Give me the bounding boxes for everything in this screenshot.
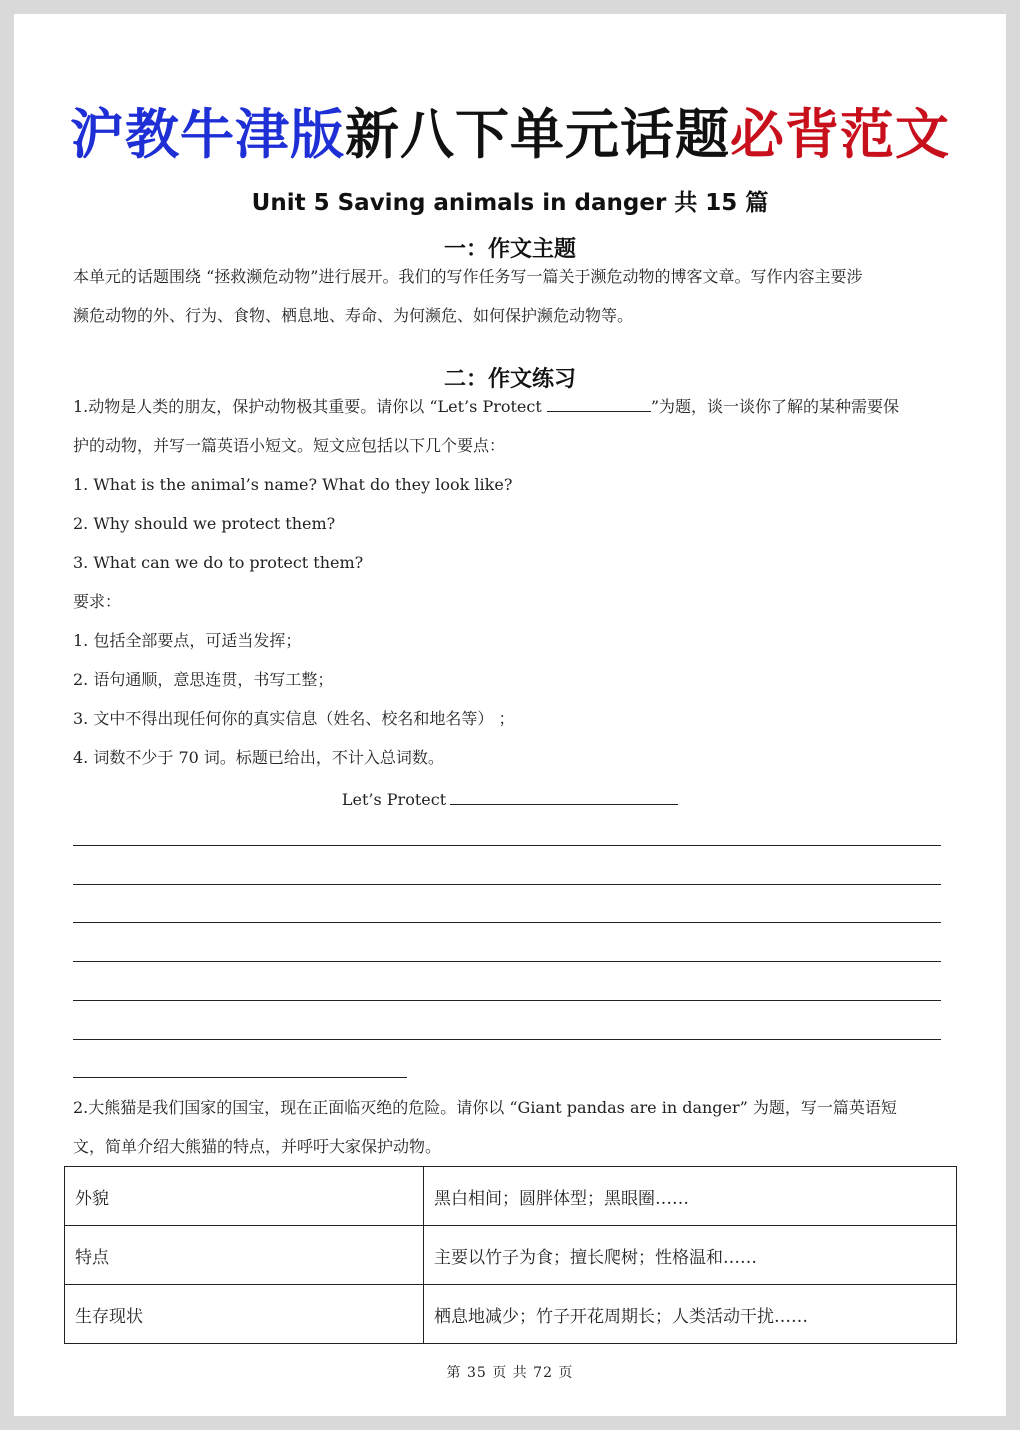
writing-line[interactable]	[73, 961, 941, 962]
section1-text-line2: 濒危动物的外、行为、食物、栖息地、寿命、为何濒危、如何保护濒危动物等。	[73, 306, 634, 325]
task1-point-3: 3. What can we do to protect them?	[73, 553, 364, 572]
title-part-red: 必背范文	[730, 103, 950, 166]
writing-line[interactable]	[73, 922, 941, 923]
table-key: 生存现状	[65, 1285, 424, 1344]
requirement-1: 1. 包括全部要点，可适当发挥；	[73, 631, 302, 650]
section1-text-line1: 本单元的话题围绕 “拯救濒危动物”进行展开。我们的写作任务写一篇关于濒危动物的博客文章。写作内容主要涉	[73, 267, 863, 286]
task1-intro-a: 1.动物是人类的朋友，保护动物极其重要。请你以 “Let’s Protect	[73, 397, 542, 416]
table-value: 栖息地减少；竹子开花周期长；人类活动干扰……	[424, 1285, 957, 1344]
essay-heading-prompt	[14, 789, 1006, 809]
table-row	[65, 1285, 957, 1344]
table-row	[65, 1167, 957, 1226]
table-value: 黑白相间；圆胖体型；黑眼圈……	[424, 1167, 957, 1226]
subtitle: Unit 5 Saving animals in danger 共 15 篇	[251, 190, 769, 216]
task1-point-1: 1. What is the animal’s name? What do they look like?	[73, 475, 513, 494]
writing-line[interactable]	[73, 1000, 941, 1001]
essay-heading-blank[interactable]	[450, 789, 678, 805]
table-row	[65, 1226, 957, 1285]
table-key: 外貌	[65, 1167, 424, 1226]
panda-info-table	[64, 1166, 957, 1344]
document-page	[14, 14, 1006, 1416]
writing-line[interactable]	[73, 1039, 941, 1040]
requirement-2: 2. 语句通顺，意思连贯，书写工整；	[73, 670, 334, 689]
task2-line1: 2.大熊猫是我们国家的国宝，现在正面临灭绝的危险。请你以 “Giant pandas are in danger” 为题，写一篇英语短	[73, 1098, 897, 1117]
requirements-label: 要求：	[73, 592, 122, 611]
task1-intro-b: ”为题，谈一谈你了解的某种需要保	[650, 397, 900, 416]
essay-heading-text: Let’s Protect	[341, 790, 447, 809]
task1-intro-line1	[73, 396, 958, 418]
table-key: 特点	[65, 1226, 424, 1285]
writing-line-short[interactable]	[73, 1077, 407, 1078]
requirement-3: 3. 文中不得出现任何你的真实信息（姓名、校名和地名等） ；	[73, 709, 515, 728]
section1-heading: 一：作文主题	[443, 237, 576, 262]
task2-line2: 文，简单介绍大熊猫的特点，并呼吁大家保护动物。	[73, 1137, 442, 1156]
title-part-black: 新八下单元话题	[345, 103, 730, 166]
page-number-footer: 第 35 页 共 72 页	[446, 1365, 574, 1381]
page-title	[14, 102, 1006, 168]
requirement-4: 4. 词数不少于 70 词。标题已给出，不计入总词数。	[73, 748, 444, 767]
task1-intro-line2: 护的动物，并写一篇英语小短文。短文应包括以下几个要点：	[73, 436, 506, 455]
writing-line[interactable]	[73, 845, 941, 846]
section2-heading: 二：作文练习	[443, 367, 576, 392]
task1-point-2: 2. Why should we protect them?	[73, 514, 336, 533]
title-part-blue: 沪教牛津版	[70, 103, 345, 166]
table-value: 主要以竹子为食；擅长爬树；性格温和……	[424, 1226, 957, 1285]
task1-title-blank	[547, 396, 651, 412]
writing-line[interactable]	[73, 884, 941, 885]
